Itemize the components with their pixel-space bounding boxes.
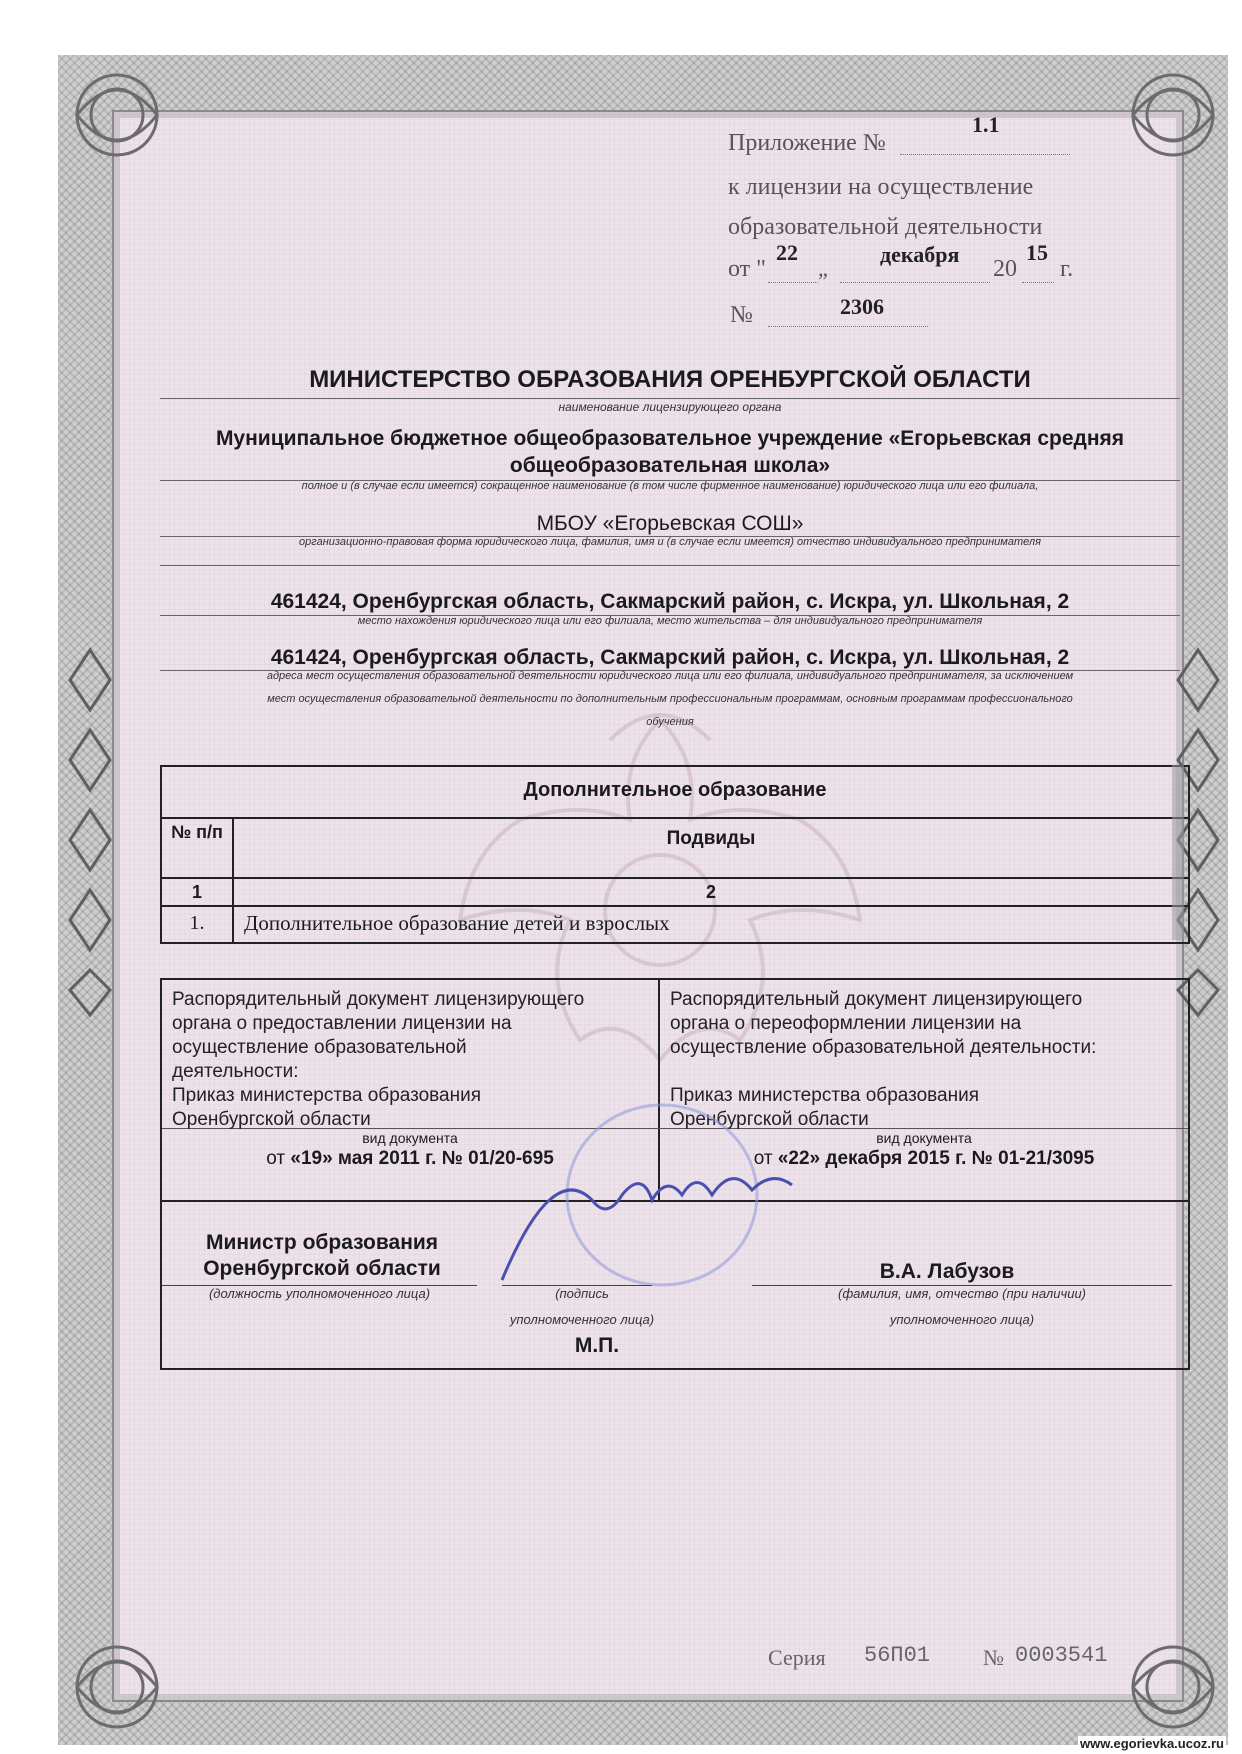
activity-address: 461424, Оренбургская область, Сакмарский район, с. Искра, ул. Школьная, 2 (270, 646, 1070, 669)
org-short-name: МБОУ «Егорьевская СОШ» (536, 512, 804, 535)
site-watermark: www.egorievka.ucoz.ru (1080, 1736, 1225, 1751)
date-year-prefix: 20 (993, 256, 1017, 282)
right-doc-line5: Оренбургской области (670, 1109, 869, 1130)
appendix-number-line (900, 154, 1070, 155)
corner-ornament-top-right (1118, 60, 1228, 170)
left-doc-type: вид документа (362, 1130, 458, 1146)
activity-caption-line1: адреса мест осуществления образовательной деятельности юридического лица или его филиала, индивидуального предпринимателя, за исключением (266, 670, 1074, 682)
corner-ornament-top-left (62, 60, 172, 170)
date-month: декабря (880, 242, 960, 267)
education-table (160, 765, 1190, 944)
right-doc-type: вид документа (876, 1130, 972, 1146)
side-ornament-left (60, 640, 120, 1020)
col-sub-header: Подвиды (234, 819, 1188, 879)
position-line2: Оренбургской области (203, 1257, 441, 1280)
name-caption-line2: уполномоченного лица) (889, 1312, 1035, 1327)
corner-ornament-bottom-left (62, 1632, 172, 1742)
org-short-name-caption: организационно-правовая форма юридического лица, фамилия, имя и (в случае если имеется) отчество индивидуального предпринимателя (299, 536, 1041, 548)
right-doc-ref: от «22» декабря 2015 г. № 01-21/3095 (753, 1148, 1095, 1169)
date-day: 22 (776, 240, 798, 265)
date-day-line (768, 282, 818, 283)
sign-caption-line2: уполномоченного лица) (509, 1312, 655, 1327)
position-caption: (должность уполномоченного лица) (208, 1286, 431, 1301)
education-table-title: Дополнительное образование (162, 767, 1188, 819)
left-doc-line4: деятельности: (172, 1061, 299, 1082)
activity-caption-line2: мест осуществления образовательной деятельности по дополнительным профессиональным программам, основным программам профессионального (267, 693, 1073, 705)
ministry-underline (160, 398, 1180, 399)
documents-block (160, 978, 1190, 1370)
series-label: Серия (768, 1645, 826, 1670)
org-full-name-caption: полное и (в случае если имеется) сокращенное наименование (в том числе фирменное наименование) юридического лица или его филиала, (301, 480, 1039, 492)
date-month-line (840, 282, 990, 283)
license-number: 2306 (840, 294, 884, 319)
index-num: 1 (162, 879, 234, 907)
stamp-label: М.П. (574, 1334, 620, 1357)
right-doc-line1: Распорядительный документ лицензирующего (670, 989, 1083, 1010)
ministry-name: МИНИСТЕРСТВО ОБРАЗОВАНИЯ ОРЕНБУРГСКОЙ ОБЛАСТИ (309, 366, 1031, 393)
to-license-line2: образовательной деятельности (728, 214, 1043, 240)
signatory-name: В.А. Лабузов (879, 1260, 1015, 1283)
left-doc-line3: осуществление образовательной (172, 1037, 467, 1058)
number-label: № (730, 302, 753, 328)
org-full-name-line2: общеобразовательная школа» (509, 454, 831, 477)
ministry-caption: наименование лицензирующего органа (558, 400, 782, 414)
org-address: 461424, Оренбургская область, Сакмарский район, с. Искра, ул. Школьная, 2 (270, 590, 1070, 613)
row-name: Дополнительное образование детей и взрослых (244, 911, 670, 935)
org-full-name-line1: Муниципальное бюджетное общеобразовательное учреждение «Егорьевская средняя (215, 427, 1125, 450)
col-num-header: № п/п (162, 819, 234, 879)
left-doc-line1: Распорядительный документ лицензирующего (172, 989, 585, 1010)
left-doc-line5: Приказ министерства образования (172, 1085, 482, 1106)
right-doc-line2: органа о переоформлении лицензии на (670, 1013, 1022, 1034)
right-doc-line3: осуществление образовательной деятельности: (670, 1037, 1097, 1058)
row-num: 1. (162, 907, 234, 942)
left-doc-line2: органа о предоставлении лицензии на (172, 1013, 512, 1034)
number-line (768, 326, 928, 327)
series-number: 0003541 (1015, 1643, 1108, 1668)
name-caption-line1: (фамилия, имя, отчество (при наличии) (837, 1286, 1086, 1301)
date-year-line (1022, 282, 1054, 283)
corner-ornament-bottom-right (1118, 1632, 1228, 1742)
separator-line (160, 565, 1180, 566)
org-address-caption: место нахождения юридического лица или его филиала, место жительства – для индивидуального предпринимателя (357, 615, 983, 627)
signatory-position (162, 1230, 482, 1282)
left-doc-line6: Оренбургской области (172, 1109, 371, 1130)
right-doc-line4: Приказ министерства образования (670, 1085, 980, 1106)
date-year-suffix: 15 (1026, 240, 1048, 265)
index-sub: 2 (234, 879, 1188, 907)
table-edge-shadow (1172, 765, 1184, 940)
position-line1: Министр образования (205, 1231, 439, 1254)
to-license-line1: к лицензии на осуществление (728, 174, 1034, 200)
date-quote-close: „ (818, 256, 828, 281)
left-doc-ref: от «19» мая 2011 г. № 01/20-695 (266, 1148, 554, 1169)
series-value: 56П01 (864, 1643, 931, 1668)
date-prefix: от " (728, 256, 766, 282)
sign-caption-line1: (подпись (555, 1286, 609, 1301)
series-number-label: № (983, 1645, 1004, 1670)
activity-caption-line3: обучения (646, 716, 694, 728)
appendix-label: Приложение № (728, 130, 886, 156)
date-suffix: г. (1060, 256, 1074, 282)
appendix-number: 1.1 (972, 112, 1000, 137)
